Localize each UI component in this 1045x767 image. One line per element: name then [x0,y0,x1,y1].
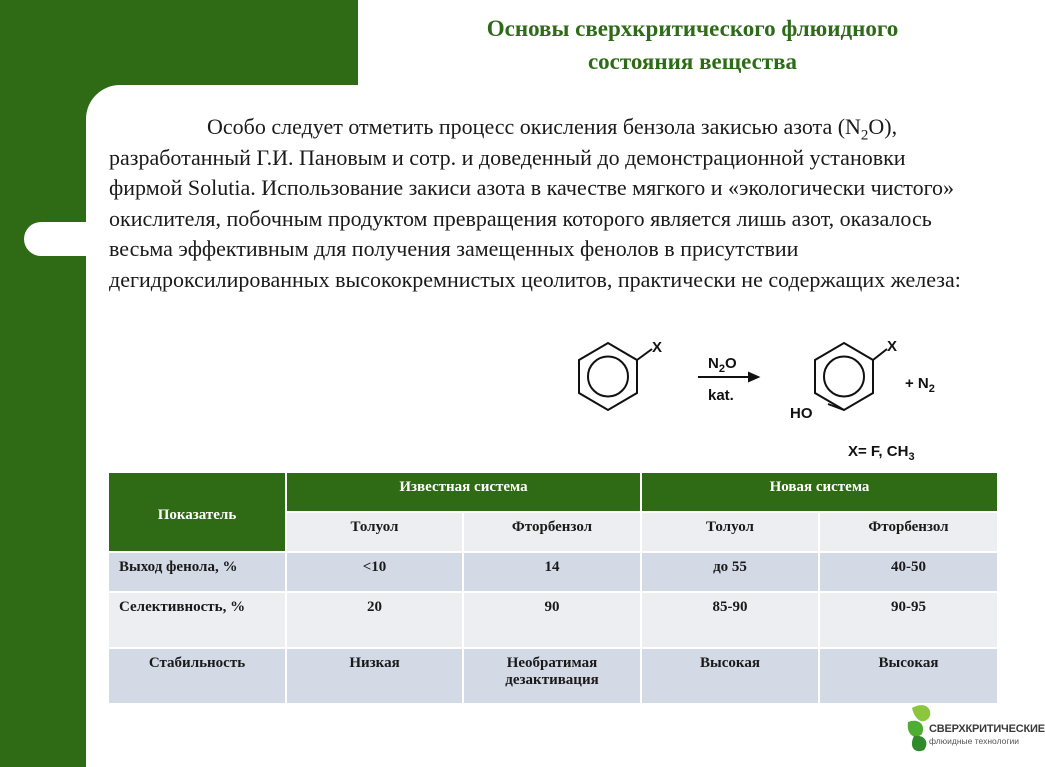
reaction-arrow [698,373,758,381]
x-definition: X= F, $CH_3$ [848,443,915,463]
plus-n2-label: + $N_2$ [905,375,935,395]
title-line-2: состояния вещества [587,49,798,74]
decorative-tab [24,222,104,256]
paragraph-part-1: Особо следует отметить процесс окисления бензола закисью азота (N [207,114,861,139]
table-cell: до 55 [641,552,819,592]
slide-title [420,12,965,78]
product-benzene-ring [815,343,887,410]
row-label: Стабильность [108,648,286,704]
known-system-header: Известная система [286,472,641,512]
product-x-label: X [887,338,898,355]
table-cell: 85-90 [641,592,819,648]
logo-line-1: СВЕРХКРИТИЧЕСКИЕ [929,723,1045,735]
table-row [108,648,998,704]
table-cell: 40-50 [819,552,998,592]
row-label: Выход фенола, % [108,552,286,592]
paragraph-subscript: 2 [860,127,869,144]
row-label: Селективность, % [108,592,286,648]
table-cell: Низкая [286,648,463,704]
logo-line-2: флюидные технологии [929,736,1019,746]
comparison-table [107,471,999,705]
sub-header-toluene-new: Толуол [641,512,819,552]
ho-label: HO [790,405,813,422]
logo-text [929,723,1045,746]
title-line-1: Основы сверхкритического флюидного [486,16,899,41]
table-cell: 20 [286,592,463,648]
body-paragraph [109,112,979,295]
sub-header-fluorobenzene-known: Фторбензол [463,512,641,552]
sub-header-toluene-known: Толуол [286,512,463,552]
sub-header-fluorobenzene-new: Фторбензол [819,512,998,552]
table-cell: 90 [463,592,641,648]
table-cell: <10 [286,552,463,592]
n2o-label: $N_2O$ [708,355,737,375]
table-row [108,552,998,592]
reactant-x-label: X [652,339,663,356]
table-cell: Высокая [641,648,819,704]
paragraph-part-2: O), разработанный Г.И. Пановым и сотр. и доведенный до демонстрационной установки фирмой Solutia. Использование закиси азота в качестве мягкого и «экологически чистого» окислителя, побочным продуктом превращения которого является лишь азот, оказалось весьма эффективным для получения замещенных фенолов в присутствии дегидроксилированных высококремнистых цеолитов, практически не содержащих железа: [109,114,961,292]
table-row [108,592,998,648]
catalyst-label: kat. [708,387,734,404]
indicator-header: Показатель [108,472,286,552]
table-cell: 90-95 [819,592,998,648]
table-cell: 14 [463,552,641,592]
table-cell: Необратимая дезактивация [463,648,641,704]
table-cell: Высокая [819,648,998,704]
reaction-scheme [560,330,980,470]
new-system-header: Новая система [641,472,998,512]
reactant-benzene-ring [579,343,652,410]
